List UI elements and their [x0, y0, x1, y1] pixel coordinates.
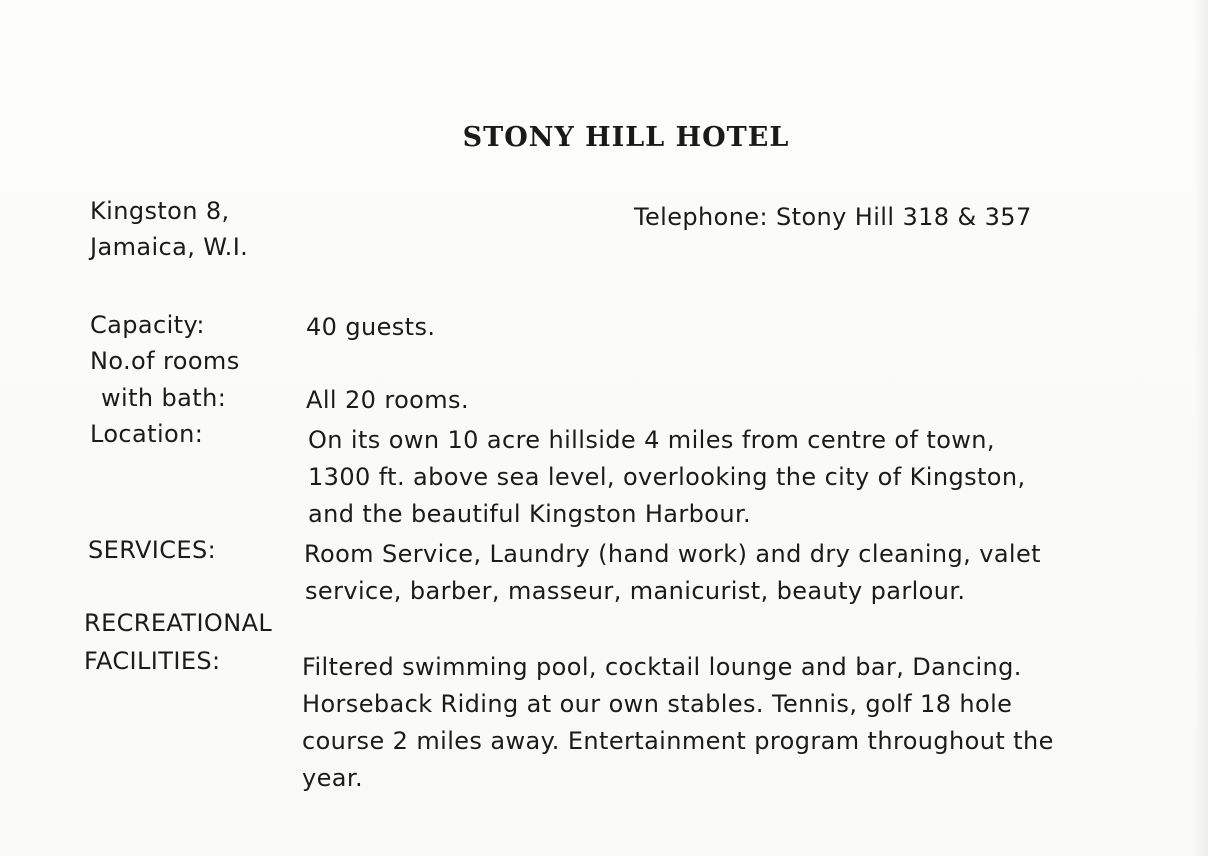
capacity-label: Capacity:: [90, 311, 205, 339]
address-line-1: Kingston 8,: [90, 197, 230, 225]
location-line: 1300 ft. above sea level, overlooking the city of Kingston,: [308, 463, 1026, 491]
services-value: [304, 536, 1041, 610]
rooms-label-line-2: with bath:: [101, 384, 227, 412]
facilities-line: Horseback Riding at our own stables. Tennis, golf 18 hole: [302, 690, 1013, 718]
services-label: SERVICES:: [88, 536, 217, 564]
address-line-2: Jamaica, W.I.: [90, 233, 249, 261]
location-line: and the beautiful Kingston Harbour.: [308, 500, 752, 528]
telephone-line: Telephone: Stony Hill 318 & 357: [634, 203, 1032, 231]
rooms-value: All 20 rooms.: [306, 386, 469, 414]
location-line: On its own 10 acre hillside 4 miles from centre of town,: [308, 426, 995, 454]
recreational-label-line-2: FACILITIES:: [84, 647, 221, 675]
capacity-value: 40 guests.: [306, 313, 436, 341]
location-label: Location:: [90, 420, 204, 448]
location-value: [308, 422, 1026, 533]
rooms-label-line-1: No.of rooms: [90, 347, 240, 375]
recreational-label-line-1: RECREATIONAL: [84, 609, 273, 637]
services-line: service, barber, masseur, manicurist, beauty parlour.: [305, 577, 966, 605]
facilities-line: course 2 miles away. Entertainment program throughout the: [302, 727, 1054, 755]
services-line: Room Service, Laundry (hand work) and dry cleaning, valet: [304, 540, 1041, 568]
facilities-line: Filtered swimming pool, cocktail lounge and bar, Dancing.: [302, 653, 1022, 681]
hotel-title: STONY HILL HOTEL: [462, 122, 790, 153]
address-block: [90, 193, 248, 265]
facilities-value: [302, 649, 1054, 797]
facilities-line: year.: [302, 764, 363, 792]
